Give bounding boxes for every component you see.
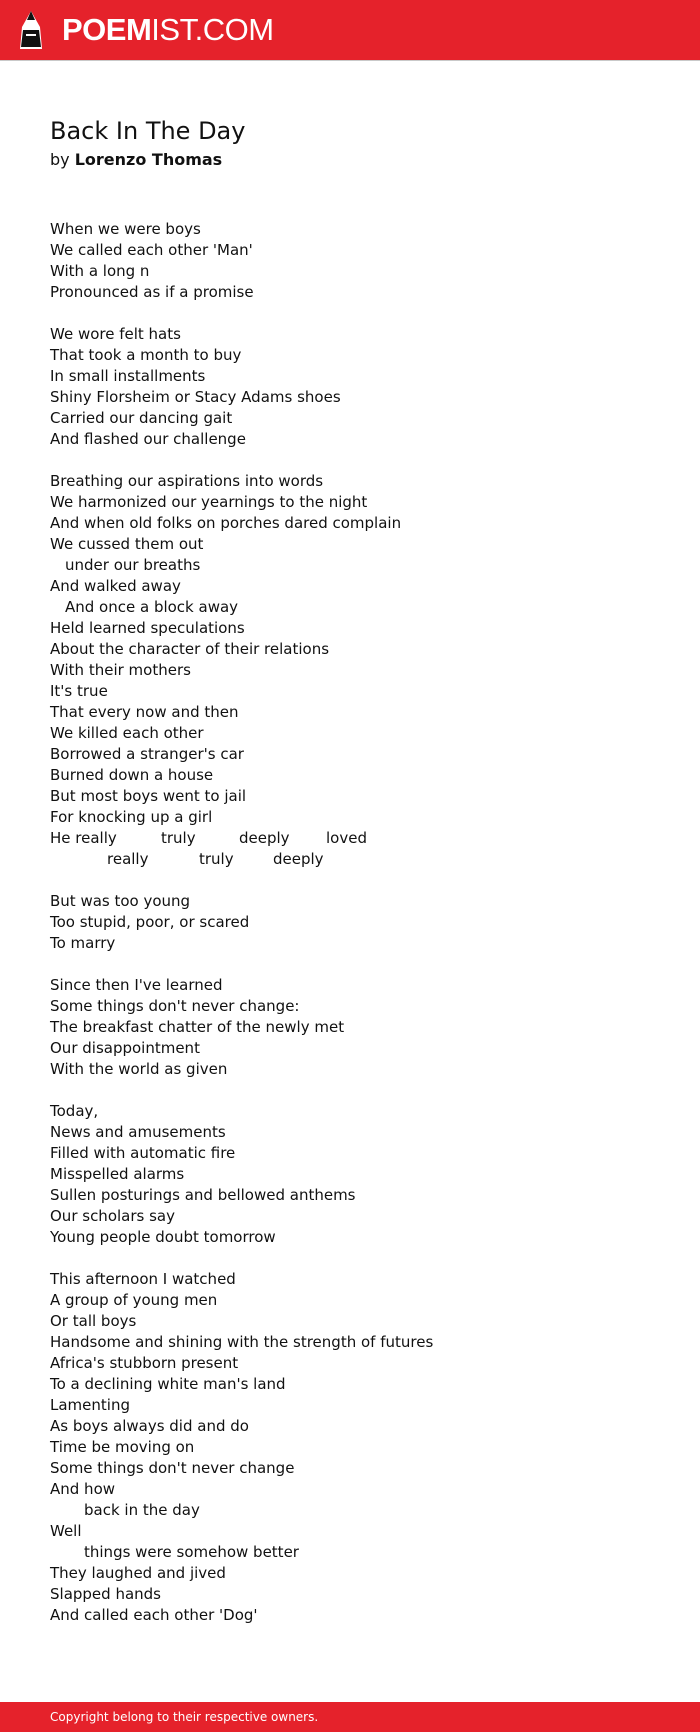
poem-line: And called each other 'Dog' xyxy=(50,1606,258,1624)
poem-line: But was too young xyxy=(50,892,191,910)
byline xyxy=(50,149,670,171)
poem-line: They laughed and jived xyxy=(50,1564,226,1582)
poem-line-spaced xyxy=(50,849,670,870)
poem-line: back in the day xyxy=(84,1501,200,1519)
poem-line: Young people doubt tomorrow xyxy=(50,1228,276,1246)
site-footer xyxy=(0,1702,700,1732)
poem-header xyxy=(50,112,670,171)
poem-line: When we were boys xyxy=(50,220,201,238)
poem-line: Since then I've learned xyxy=(50,976,223,994)
poem-line: Time be moving on xyxy=(50,1438,195,1456)
poem-word: truly xyxy=(161,829,196,847)
stanza xyxy=(50,1101,670,1248)
site-logo-link[interactable] xyxy=(62,10,274,50)
poem-word: He really xyxy=(50,829,117,847)
poem-line: Today, xyxy=(50,1102,99,1120)
poem-line: But most boys went to jail xyxy=(50,787,247,805)
poem-body xyxy=(50,219,670,1647)
poem-line: Borrowed a stranger's car xyxy=(50,745,244,763)
poem-line: Breathing our aspirations into words xyxy=(50,472,324,490)
author-name[interactable]: Lorenzo Thomas xyxy=(74,150,223,169)
poem-line: And when old folks on porches dared complain xyxy=(50,514,402,532)
poem-line: Some things don't never change: xyxy=(50,997,300,1015)
poem-line: under our breaths xyxy=(65,556,201,574)
poem-line: We called each other 'Man' xyxy=(50,241,253,259)
poem-line: Our scholars say xyxy=(50,1207,175,1225)
poem-line: Held learned speculations xyxy=(50,619,245,637)
poem-line: Pronounced as if a promise xyxy=(50,283,254,301)
poem-line: A group of young men xyxy=(50,1291,218,1309)
poem-line: Well xyxy=(50,1522,82,1540)
poem-line: That every now and then xyxy=(50,703,239,721)
poem-line: It's true xyxy=(50,682,108,700)
stanza xyxy=(50,975,670,1080)
poem-line: Sullen posturings and bellowed anthems xyxy=(50,1186,356,1204)
poem-line: In small installments xyxy=(50,367,206,385)
poem-line: Lamenting xyxy=(50,1396,130,1414)
poem-line: To marry xyxy=(50,934,116,952)
poem-line: With a long n xyxy=(50,262,150,280)
poem-line: As boys always did and do xyxy=(50,1417,249,1435)
logo-light-text: IST.COM xyxy=(151,12,274,47)
logo-bold-text: POEM xyxy=(62,12,152,47)
by-label: by xyxy=(50,150,70,169)
stanza xyxy=(50,1269,670,1626)
poem-line: With the world as given xyxy=(50,1060,228,1078)
stanza xyxy=(50,471,670,870)
poem-word: truly xyxy=(199,850,234,868)
poem-line: News and amusements xyxy=(50,1123,226,1141)
poem-line: The breakfast chatter of the newly met xyxy=(50,1018,345,1036)
poem-word: deeply xyxy=(273,850,324,868)
poem-line: Carried our dancing gait xyxy=(50,409,233,427)
poem-line-spaced xyxy=(50,828,670,849)
poem-line: Or tall boys xyxy=(50,1312,137,1330)
poem-line: Handsome and shining with the strength of futures xyxy=(50,1333,434,1351)
poem-line: things were somehow better xyxy=(84,1543,299,1561)
poem-line: Misspelled alarms xyxy=(50,1165,185,1183)
poem-line: Filled with automatic fire xyxy=(50,1144,236,1162)
poem-line: That took a month to buy xyxy=(50,346,242,364)
poem-word: deeply xyxy=(239,829,290,847)
poem-line: For knocking up a girl xyxy=(50,808,213,826)
stanza xyxy=(50,891,670,954)
copyright-notice: Copyright belong to their respective owners. xyxy=(50,1710,319,1724)
poem-line: Africa's stubborn present xyxy=(50,1354,239,1372)
pencil-tip-icon[interactable] xyxy=(17,10,45,52)
poem-line: We harmonized our yearnings to the night xyxy=(50,493,368,511)
poem-line: We killed each other xyxy=(50,724,204,742)
poem-line: And how xyxy=(50,1480,116,1498)
poem-line: To a declining white man's land xyxy=(50,1375,286,1393)
poem-line: Burned down a house xyxy=(50,766,214,784)
poem-word: really xyxy=(107,850,149,868)
poem-line: Our disappointment xyxy=(50,1039,200,1057)
poem-line: Shiny Florsheim or Stacy Adams shoes xyxy=(50,388,341,406)
poem-line: With their mothers xyxy=(50,661,191,679)
poem-line: And once a block away xyxy=(65,598,239,616)
poem-line: And walked away xyxy=(50,577,181,595)
poem-word: loved xyxy=(326,829,367,847)
poem-line: We wore felt hats xyxy=(50,325,181,343)
poem-line: This afternoon I watched xyxy=(50,1270,236,1288)
poem-line: We cussed them out xyxy=(50,535,204,553)
poem-title: Back In The Day xyxy=(50,117,246,145)
poem-line: Some things don't never change xyxy=(50,1459,295,1477)
poem-line: Slapped hands xyxy=(50,1585,161,1603)
stanza xyxy=(50,324,670,450)
poem-line: Too stupid, poor, or scared xyxy=(50,913,250,931)
poem-line: About the character of their relations xyxy=(50,640,330,658)
poem-line: And flashed our challenge xyxy=(50,430,246,448)
stanza xyxy=(50,219,670,303)
site-header xyxy=(0,0,700,61)
